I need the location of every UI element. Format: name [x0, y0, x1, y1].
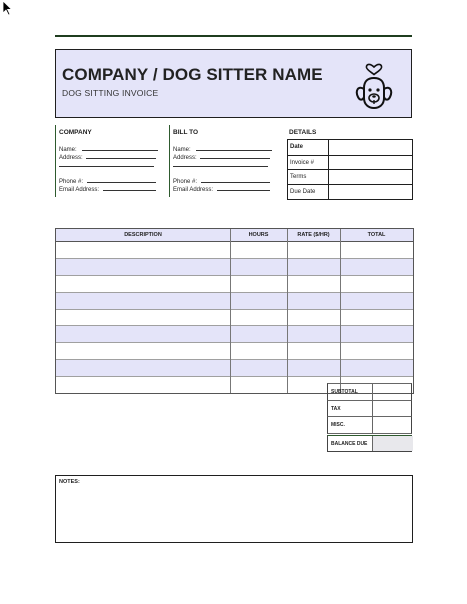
company-address-field[interactable]: [86, 153, 156, 159]
company-name-label: Name:: [59, 147, 77, 153]
company-name-field[interactable]: [82, 145, 158, 151]
company-phone-row: [59, 177, 156, 185]
tax-field[interactable]: [372, 401, 413, 417]
col-hours: HOURS: [248, 232, 269, 238]
company-heading: COMPANY: [59, 129, 92, 136]
notes-box[interactable]: [55, 475, 413, 543]
company-address-label: Address:: [59, 155, 83, 161]
line-items-table: [55, 228, 414, 394]
details-date-field[interactable]: [328, 140, 413, 155]
invoice-header: [55, 49, 412, 118]
bill-to-phone-label: Phone #:: [173, 179, 198, 185]
details-due-date-label: Due Date: [290, 188, 316, 195]
bill-to-phone-field[interactable]: [201, 177, 270, 183]
bill-to-phone-row: [173, 177, 270, 185]
column-divider: [230, 229, 231, 393]
totals-block: [327, 383, 412, 452]
company-address-row: [59, 153, 156, 161]
company-title: COMPANY / DOG SITTER NAME: [62, 65, 323, 84]
bill-to-email-row: [173, 185, 270, 193]
table-row[interactable]: [56, 326, 413, 343]
bill-to-address-label: Address:: [173, 155, 197, 161]
invoice-subtitle: DOG SITTING INVOICE: [62, 88, 159, 98]
table-row[interactable]: [56, 242, 413, 259]
company-email-label: Email Address:: [59, 187, 100, 193]
bill-to-name-label: Name:: [173, 147, 191, 153]
misc-label: MISC.: [331, 422, 345, 428]
details-row-terms: [288, 169, 412, 185]
company-name-row: [59, 145, 158, 153]
subtotal-field[interactable]: [372, 384, 413, 400]
table-row[interactable]: [56, 360, 413, 377]
details-invoice-label: Invoice #: [290, 159, 315, 166]
balance-due-row: [327, 435, 412, 452]
table-row[interactable]: [56, 259, 413, 276]
top-rule: [55, 35, 412, 37]
details-row-due-date: [288, 184, 412, 200]
notes-label: NOTES:: [59, 479, 80, 485]
table-row[interactable]: [56, 276, 413, 293]
bill-to-email-field[interactable]: [217, 185, 270, 191]
bill-to-address-row: [173, 153, 270, 161]
bill-to-name-row: [173, 145, 272, 153]
balance-due-label: BALANCE DUE: [331, 440, 368, 447]
subtotal-row: [327, 383, 412, 401]
tax-row: [327, 401, 412, 418]
details-due-date-field[interactable]: [328, 185, 413, 200]
mouse-cursor-icon: [2, 0, 14, 16]
col-rate: RATE ($/HR): [297, 232, 330, 238]
details-terms-label: Terms: [290, 174, 307, 180]
bill-to-email-label: Email Address:: [173, 187, 214, 193]
bill-to-address-field[interactable]: [200, 153, 270, 159]
company-phone-label: Phone #:: [59, 179, 84, 185]
bill-to-heading: BILL TO: [173, 129, 199, 136]
col-description: DESCRIPTION: [124, 232, 162, 238]
details-date-label: Date: [290, 144, 304, 150]
company-email-field[interactable]: [103, 185, 156, 191]
misc-row: [327, 417, 412, 434]
balance-due-field[interactable]: [372, 436, 413, 451]
bill-to-name-field[interactable]: [196, 145, 272, 151]
details-row-date: [288, 140, 412, 155]
col-total: TOTAL: [367, 232, 386, 238]
details-row-invoice: [288, 155, 412, 171]
company-address-line-2[interactable]: [59, 166, 154, 167]
bill-to-section: [169, 125, 280, 197]
tax-label: TAX: [331, 405, 341, 412]
details-heading: DETAILS: [289, 129, 317, 136]
company-phone-field[interactable]: [87, 177, 156, 183]
misc-field[interactable]: [372, 417, 413, 433]
company-email-row: [59, 185, 156, 193]
details-table: [287, 139, 413, 200]
details-invoice-field[interactable]: [328, 156, 413, 171]
line-items-header: [56, 229, 413, 242]
column-divider: [287, 229, 288, 393]
details-terms-field[interactable]: [328, 170, 413, 185]
table-row[interactable]: [56, 343, 413, 360]
bill-to-address-line-2[interactable]: [173, 166, 268, 167]
table-row[interactable]: [56, 310, 413, 327]
dog-heart-icon: [352, 55, 396, 111]
company-section: [55, 125, 166, 197]
table-row[interactable]: [56, 293, 413, 310]
column-divider: [340, 229, 341, 393]
subtotal-label: SUBTOTAL: [331, 389, 358, 395]
